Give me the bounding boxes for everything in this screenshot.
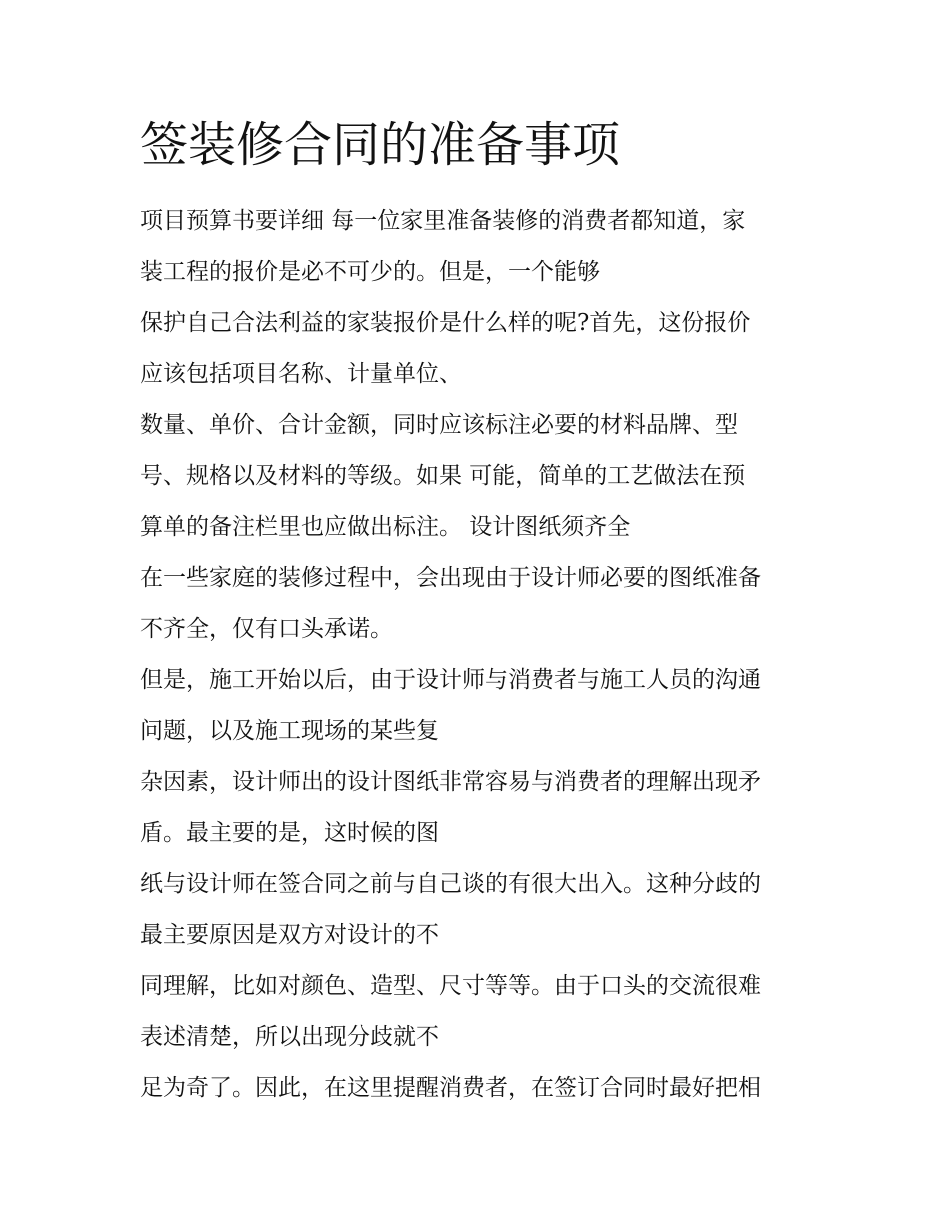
body-line: 不齐全，仅有口头承诺。 [140,616,393,642]
body-line: 数量、单价、合计金额，同时应该标注必要的材料品牌、型 [140,412,738,438]
body-line: 纸与设计师在签合同之前与自己谈的有很大出入。这种分歧的 [140,871,761,897]
body-line: 杂因素，设计师出的设计图纸非常容易与消费者的理解出现矛 [140,769,761,795]
body-line: 足为奇了。因此，在这里提醒消费者，在签订合同时最好把相 [140,1075,761,1101]
body-line: 算单的备注栏里也应做出标注。 设计图纸须齐全 [140,514,631,540]
body-line: 应该包括项目名称、计量单位、 [140,361,462,387]
document-title: 签装修合同的准备事项 [140,117,621,173]
body-line: 项目预算书要详细 每一位家里准备装修的消费者都知道，家 [140,208,746,234]
body-line: 装工程的报价是必不可少的。但是，一个能够 [140,259,600,285]
body-line: 表述清楚，所以出现分歧就不 [140,1024,439,1050]
document-body [140,196,840,1114]
body-line: 问题，以及施工现场的某些复 [140,718,439,744]
body-line: 最主要原因是双方对设计的不 [140,922,439,948]
body-line: 同理解，比如对颜色、造型、尺寸等等。由于口头的交流很难 [140,973,761,999]
body-line: 保护自己合法利益的家装报价是什么样的呢?首先，这份报价 [140,310,751,336]
body-line: 但是，施工开始以后，由于设计师与消费者与施工人员的沟通 [140,667,761,693]
body-line: 在一些家庭的装修过程中，会出现由于设计师必要的图纸准备 [140,565,761,591]
body-line: 号、规格以及材料的等级。如果 可能，简单的工艺做法在预 [140,463,746,489]
body-line: 盾。最主要的是，这时候的图 [140,820,439,846]
